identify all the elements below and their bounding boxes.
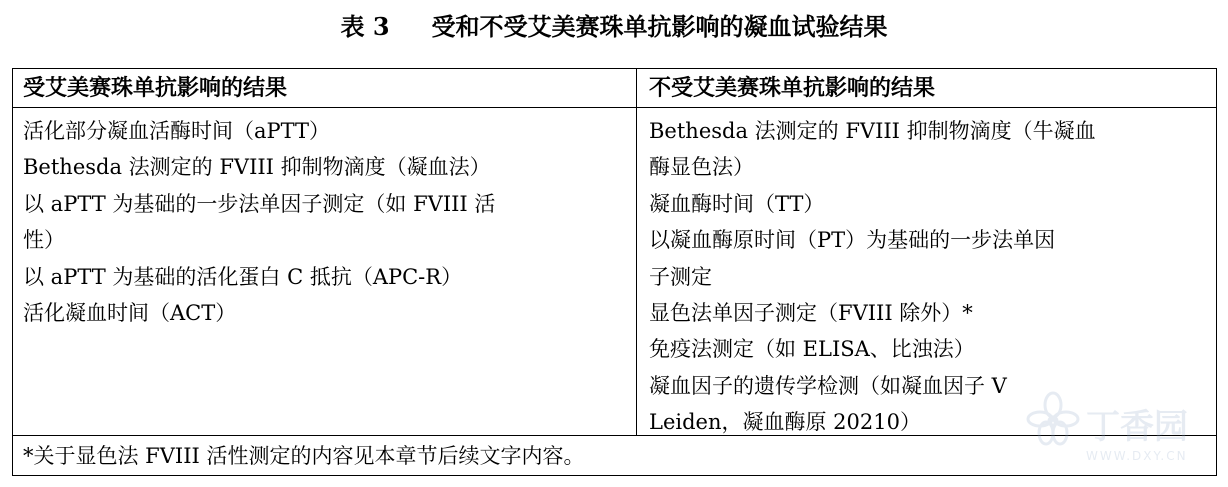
column-divider — [636, 69, 637, 435]
left-cell-line: 性） — [23, 228, 65, 253]
right-cell-line: Leiden，凝血酶原 20210） — [649, 410, 921, 435]
left-cell-line: 活化部分凝血活酶时间（aPTT） — [23, 119, 331, 143]
watermark-text: 丁香园 — [1086, 407, 1188, 447]
right-cell-line: 酶显色法） — [649, 155, 754, 180]
left-cell-line: 以 aPTT 为基础的活化蛋白 C 抵抗（APC-R） — [23, 264, 463, 289]
left-column-body — [23, 113, 629, 331]
right-column-body — [649, 113, 1209, 441]
right-cell-line: 免疫法测定（如 ELISA、比浊法） — [649, 337, 975, 362]
table-title — [0, 12, 1228, 42]
right-column-header: 不受艾美赛珠单抗影响的结果 — [649, 75, 936, 101]
watermark-url: WWW.DXY.CN — [1086, 449, 1188, 463]
table-number: 表 3 — [340, 12, 390, 41]
right-cell-line: 显色法单因子测定（FVIII 除外）* — [649, 301, 973, 326]
table-footnote: *关于显色法 FVIII 活性测定的内容见本章节后续文字内容。 — [23, 444, 585, 468]
right-cell-line: Bethesda 法测定的 FVIII 抑制物滴度（牛凝血 — [649, 119, 1096, 143]
header-divider — [13, 107, 1216, 108]
right-cell-line: 凝血酶时间（TT） — [649, 191, 825, 216]
left-cell-line: Bethesda 法测定的 FVIII 抑制物滴度（凝血法） — [23, 155, 491, 180]
right-cell-line: 凝血因子的遗传学检测（如凝血因子 V — [649, 373, 1007, 398]
left-cell-line: 活化凝血时间（ACT） — [23, 301, 237, 326]
results-table — [12, 68, 1217, 476]
left-cell-line: 以 aPTT 为基础的一步法单因子测定（如 FVIII 活 — [23, 191, 496, 216]
right-cell-line: 子测定 — [649, 264, 712, 289]
left-column-header: 受艾美赛珠单抗影响的结果 — [23, 75, 288, 101]
table-caption: 受和不受艾美赛珠单抗影响的凝血试验结果 — [431, 12, 888, 41]
right-cell-line: 以凝血酶原时间（PT）为基础的一步法单因 — [649, 228, 1056, 253]
